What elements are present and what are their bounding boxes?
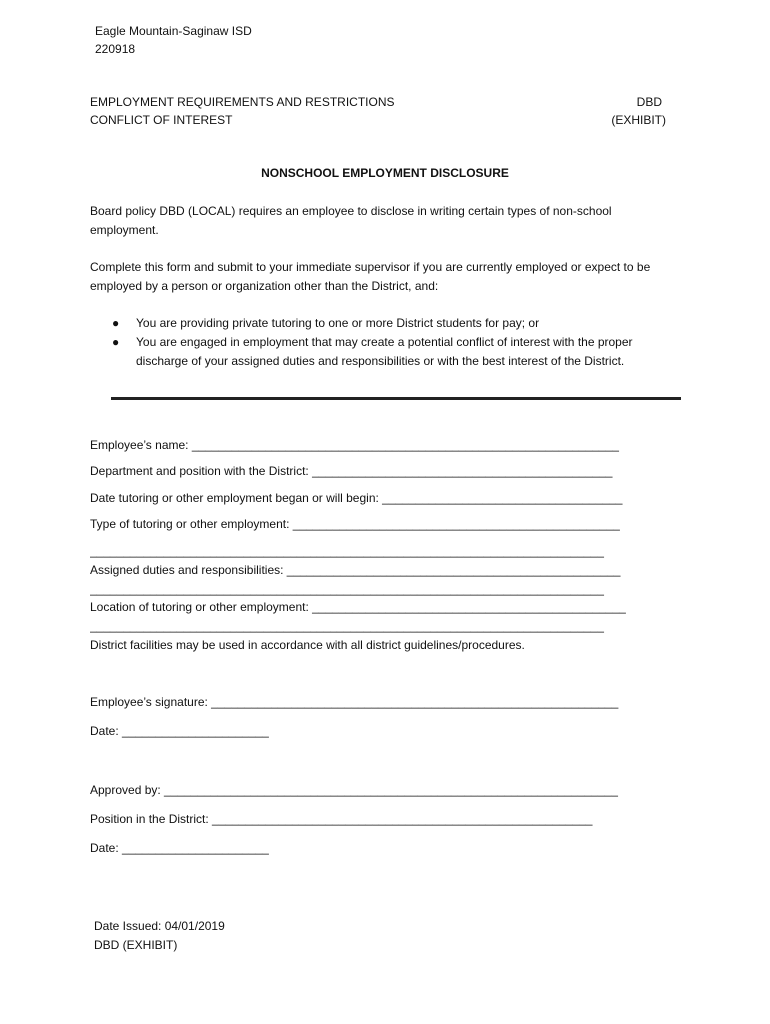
employment-type-field[interactable]: Type of tutoring or other employment: _________________________________________________ — [90, 517, 620, 531]
divider — [111, 397, 681, 400]
list-item — [110, 333, 685, 371]
department-field[interactable]: Department and position with the District: _____________________________________________ — [90, 464, 613, 478]
bullet-text: You are providing private tutoring to one or more District students for pay; or — [136, 316, 540, 330]
date-issued: Date Issued: 04/01/2019 — [94, 919, 225, 933]
instructions-paragraph: Complete this form and submit to your immediate supervisor if you are currently employed or expect to be employed by a person or organization other than the District, and: — [90, 260, 651, 293]
criteria-list — [110, 314, 685, 371]
district-name: Eagle Mountain-Saginaw ISD — [95, 24, 252, 38]
district-code: 220918 — [95, 42, 136, 56]
section-subtitle: CONFLICT OF INTEREST — [90, 113, 233, 127]
approval-date-field[interactable]: Date: ______________________ — [90, 841, 269, 855]
employee-name-field[interactable]: Employee’s name: ________________________________________________________________ — [90, 438, 619, 452]
location-field[interactable]: Location of tutoring or other employment: _______________________________________________ — [90, 600, 626, 614]
duties-field[interactable]: Assigned duties and responsibilities: __________________________________________________ — [90, 563, 621, 577]
section-title: EMPLOYMENT REQUIREMENTS AND RESTRICTIONS — [90, 95, 395, 109]
form-title: NONSCHOOL EMPLOYMENT DISCLOSURE — [261, 166, 509, 180]
date-began-field[interactable]: Date tutoring or other employment began or will begin: ____________________________________ — [90, 491, 623, 505]
approved-by-field[interactable]: Approved by: ____________________________________________________________________ — [90, 783, 618, 797]
facilities-note: District facilities may be used in accordance with all district guidelines/procedures. — [90, 638, 525, 652]
intro-paragraph: Board policy DBD (LOCAL) requires an employee to disclose in writing certain types of non-school employment. — [90, 204, 612, 237]
position-field[interactable]: Position in the District: _________________________________________________________ — [90, 812, 593, 826]
policy-type: (EXHIBIT) — [611, 113, 666, 127]
footer-policy: DBD (EXHIBIT) — [94, 938, 178, 952]
employment-type-continuation[interactable]: _____________________________________________________________________________ — [90, 544, 604, 558]
bullet-icon: ● — [112, 316, 120, 330]
duties-continuation[interactable]: _____________________________________________________________________________ — [90, 582, 604, 596]
list-item — [110, 314, 685, 333]
policy-code: DBD — [636, 95, 662, 109]
signature-field[interactable]: Employee’s signature: _____________________________________________________________ — [90, 695, 619, 709]
location-continuation[interactable]: _____________________________________________________________________________ — [90, 619, 604, 633]
signature-date-field[interactable]: Date: ______________________ — [90, 724, 269, 738]
bullet-text: You are engaged in employment that may create a potential conflict of interest with the proper discharge of your assigned duties and responsibilities or with the best interest of the District. — [136, 335, 633, 368]
bullet-icon: ● — [112, 335, 120, 349]
